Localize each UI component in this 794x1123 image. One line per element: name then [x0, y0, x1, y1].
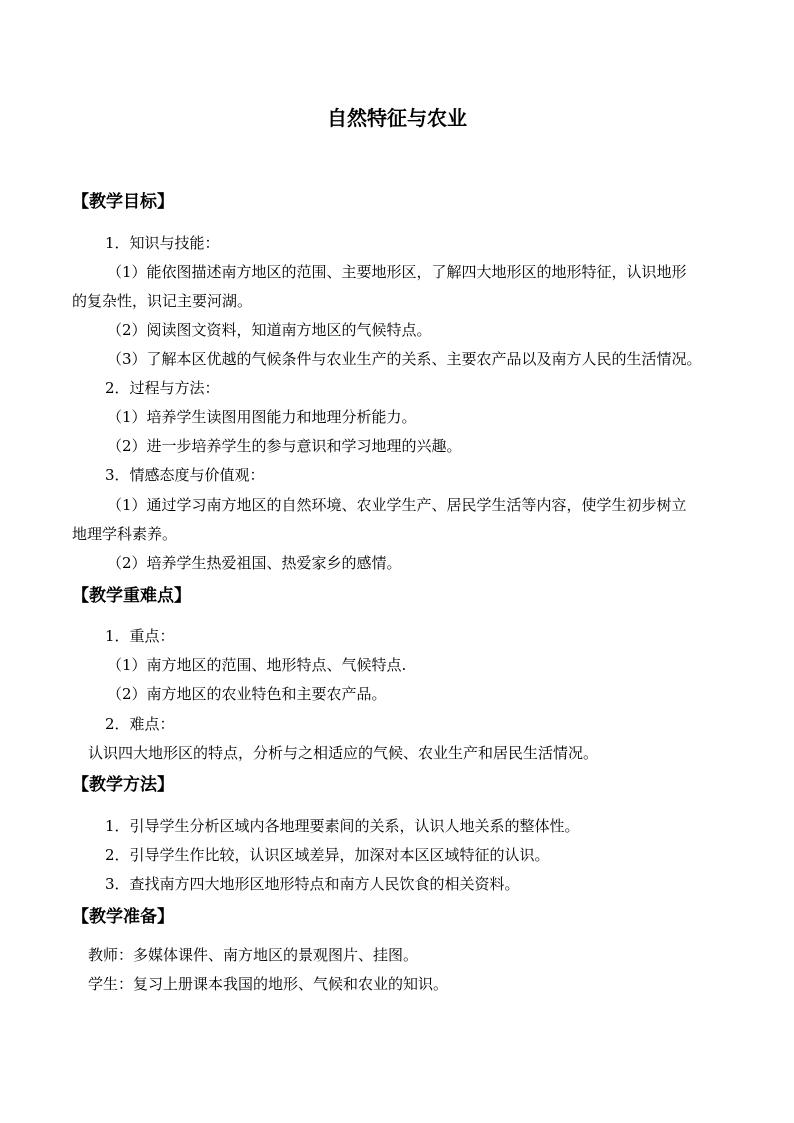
- page-title: 自然特征与农业: [327, 106, 467, 130]
- paragraph-line: （2）培养学生热爱祖国、热爱家乡的感情。: [107, 554, 402, 572]
- paragraph-line: 2．过程与方法：: [105, 379, 220, 397]
- paragraph-line: （1）南方地区的范围、地形特点、气候特点.: [107, 656, 407, 674]
- paragraph-line: （1）培养学生读图用图能力和地理分析能力。: [107, 408, 417, 426]
- paragraph-line: （1）能依图描述南方地区的范围、主要地形区，了解四大地形区的地形特征，认识地形: [107, 263, 687, 281]
- heading-teaching-goals: 【教学目标】: [72, 192, 174, 212]
- paragraph-line: （2）进一步培养学生的参与意识和学习地理的兴趣。: [107, 437, 462, 455]
- paragraph-line: 学生：复习上册课本我国的地形、气候和农业的知识。: [88, 975, 449, 993]
- paragraph-line: 3．查找南方四大地形区地形特点和南方人民饮食的相关资料。: [105, 875, 520, 893]
- paragraph-line: 的复杂性，识记主要河湖。: [72, 292, 253, 310]
- heading-key-points: 【教学重难点】: [72, 586, 191, 606]
- paragraph-line: 教师：多媒体课件、南方地区的景观图片、挂图。: [88, 946, 419, 964]
- paragraph-line: 2．难点：: [105, 715, 175, 733]
- paragraph-line: （1）通过学习南方地区的自然环境、农业学生产、居民学生活等内容，使学生初步树立: [107, 496, 687, 514]
- paragraph-line: 2．引导学生作比较，认识区域差异，加深对本区区域特征的认识。: [105, 846, 550, 864]
- paragraph-line: 1．重点：: [105, 627, 175, 645]
- paragraph-line: （2）阅读图文资料，知道南方地区的气候特点。: [107, 321, 432, 339]
- heading-teaching-preparation: 【教学准备】: [72, 907, 174, 927]
- paragraph-line: 地理学科素养。: [72, 525, 178, 543]
- paragraph-line: （3）了解本区优越的气候条件与农业生产的关系、主要农产品以及南方人民的生活情况。: [107, 350, 702, 368]
- paragraph-line: 1．引导学生分析区域内各地理要素间的关系，认识人地关系的整体性。: [105, 817, 580, 835]
- paragraph-line: 认识四大地形区的特点，分析与之相适应的气候、农业生产和居民生活情况。: [88, 744, 599, 762]
- paragraph-line: （2）南方地区的农业特色和主要农产品。: [107, 685, 387, 703]
- paragraph-line: 1．知识与技能：: [105, 234, 220, 252]
- heading-teaching-methods: 【教学方法】: [72, 775, 174, 795]
- paragraph-line: 3．情感态度与价值观：: [105, 466, 265, 484]
